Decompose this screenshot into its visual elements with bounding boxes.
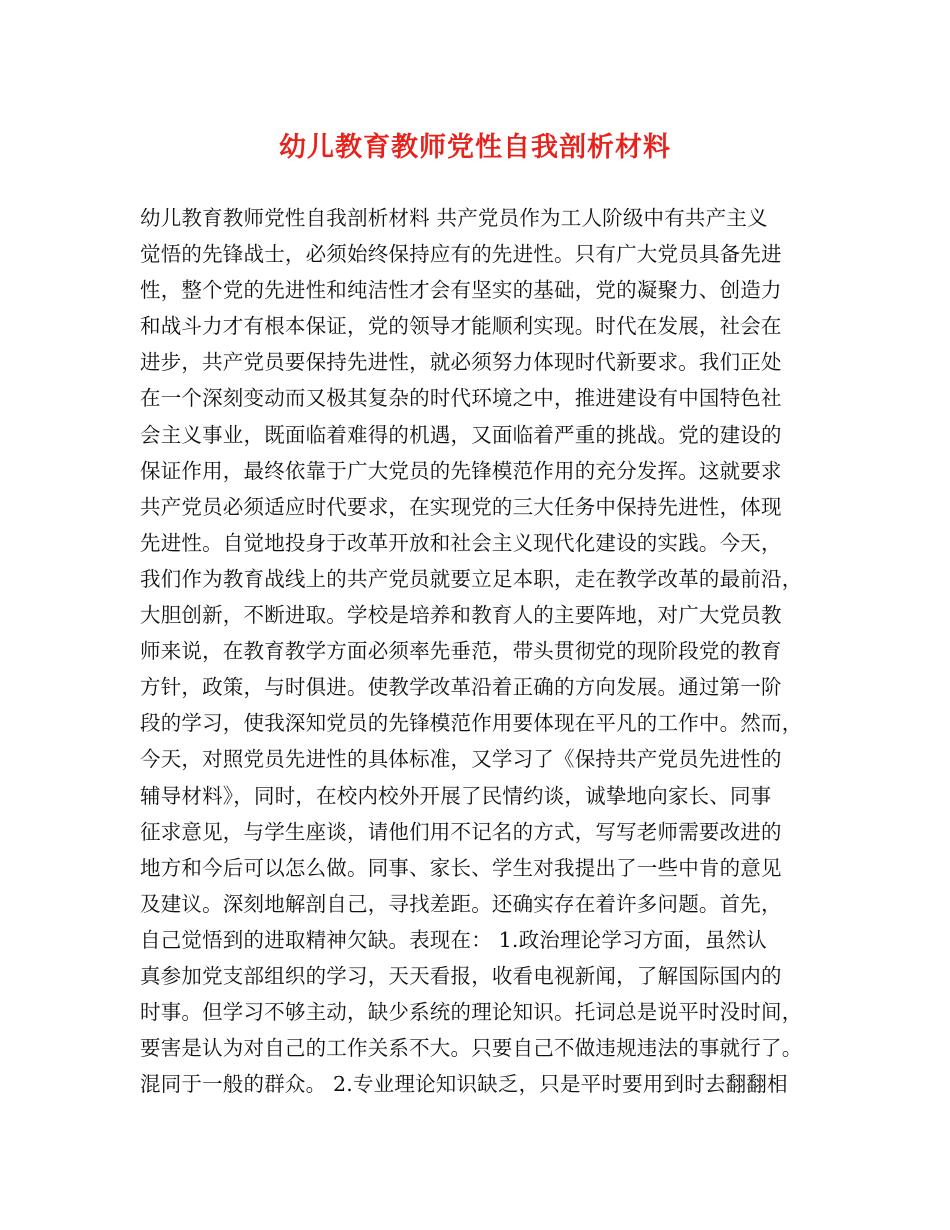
body-line: 共产党员必须适应时代要求，在实现党的三大任务中保持先进性，体现 [140,494,782,519]
body-line: 征求意见，与学生座谈，请他们用不记名的方式，写写老师需要改进的 [140,819,782,844]
body-line: 自己觉悟到的进取精神欠缺。表现在： 1.政治理论学习方面，虽然认 [140,927,767,952]
body-line: 今天，对照党员先进性的具体标准，又学习了《保持共产党员先进性的 [140,747,782,772]
body-line: 性，整个党的先进性和纯洁性才会有坚实的基础，党的凝聚力、创造力 [140,278,782,303]
body-line: 方针，政策，与时俱进。使教学改革沿着正确的方向发展。通过第一阶 [140,675,782,700]
body-line: 真参加党支部组织的学习，天天看报，收看电视新闻，了解国际国内的 [140,963,782,988]
body-line: 在一个深刻变动而又极其复杂的时代环境之中，推进建设有中国特色社 [140,386,782,411]
body-line: 大胆创新，不断进取。学校是培养和教育人的主要阵地，对广大党员教 [140,603,782,628]
document-body [140,200,830,1102]
body-line: 我们作为教育战线上的共产党员就要立足本职，走在教学改革的最前沿， [140,566,803,591]
body-line: 师来说，在教育教学方面必须率先垂范，带头贯彻党的现阶段党的教育 [140,639,782,664]
body-line: 及建议。深刻地解剖自己，寻找差距。还确实存在着许多问题。首先， [140,891,782,916]
body-line: 段的学习，使我深知党员的先锋模范作用要体现在平凡的工作中。然而， [140,711,803,736]
body-line: 辅导材料》，同时，在校内校外开展了民情约谈，诚挚地向家长、同事 [140,783,772,808]
body-line: 幼儿教育教师党性自我剖析材料 共产党员作为工人阶级中有共产主义 [140,206,768,230]
body-line: 保证作用，最终依靠于广大党员的先锋模范作用的充分发挥。这就要求 [140,458,782,483]
body-line: 要害是认为对自己的工作关系不大。只要自己不做违规违法的事就行了。 [140,1036,803,1061]
body-line: 觉悟的先锋战士，必须始终保持应有的先进性。只有广大党员具备先进 [140,242,782,267]
body-line: 会主义事业，既面临着难得的机遇，又面临着严重的挑战。党的建设的 [140,422,782,447]
body-line: 混同于一般的群众。 2.专业理论知识缺乏，只是平时要用到时去翻翻相 [140,1072,788,1097]
body-line: 先进性。自觉地投身于改革开放和社会主义现代化建设的实践。今天， [140,530,782,555]
body-line: 地方和今后可以怎么做。同事、家长、学生对我提出了一些中肯的意见 [140,855,782,880]
body-line: 进步，共产党员要保持先进性，就必须努力体现时代新要求。我们正处 [140,350,782,375]
body-line: 和战斗力才有根本保证，党的领导才能顺利实现。时代在发展，社会在 [140,314,782,339]
body-line: 时事。但学习不够主动，缺少系统的理论知识。托词总是说平时没时间， [140,1000,803,1025]
document-title: 幼儿教育教师党性自我剖析材料 [279,132,671,163]
